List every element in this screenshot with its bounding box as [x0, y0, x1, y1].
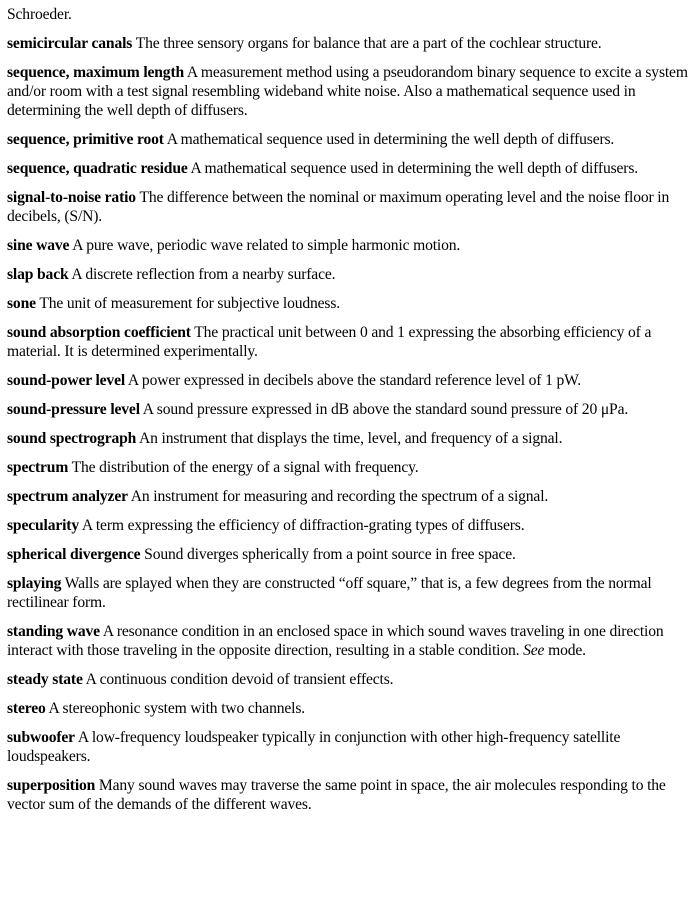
entry-term: splaying [7, 575, 62, 592]
entry-term: spectrum analyzer [7, 488, 128, 505]
entry-definition: Many sound waves may traverse the same point in space, the air molecules responding to the vector sum of the demands of the different waves. [7, 777, 666, 813]
entry-definition: The difference between the nominal or maximum operating level and the noise floor in decibels, (S/N). [7, 189, 670, 225]
glossary-page [7, 5, 691, 824]
glossary-entry [7, 265, 691, 284]
see-reference-label: See [523, 642, 545, 659]
entry-term: slap back [7, 266, 69, 283]
see-reference-target: mode. [548, 642, 586, 659]
entry-definition: A discrete reflection from a nearby surface. [71, 266, 336, 283]
entry-term: steady state [7, 671, 83, 688]
entry-definition: A continuous condition devoid of transient effects. [85, 671, 394, 688]
entry-term: sequence, primitive root [7, 131, 164, 148]
entry-definition: A sound pressure expressed in dB above the standard sound pressure of 20 μPa. [142, 401, 629, 418]
entry-definition: The three sensory organs for balance that are a part of the cochlear structure. [135, 35, 602, 52]
continued-text: Schroeder. [7, 6, 72, 23]
entry-definition: A measurement method using a pseudorandom binary sequence to excite a system and/or room with a test signal resembling wideband white noise. Also a mathematical sequence used in determining the well depth of diffusers. [7, 64, 688, 119]
entry-definition: The unit of measurement for subjective loudness. [39, 295, 341, 312]
glossary-entry [7, 487, 691, 506]
glossary-entry [7, 545, 691, 564]
entry-definition: A pure wave, periodic wave related to simple harmonic motion. [72, 237, 461, 254]
entry-definition: An instrument that displays the time, level, and frequency of a signal. [139, 430, 563, 447]
glossary-entry [7, 400, 691, 419]
entry-term: sequence, quadratic residue [7, 160, 188, 177]
glossary-entry [7, 728, 691, 766]
glossary-entry [7, 574, 691, 612]
entry-term: sine wave [7, 237, 70, 254]
entry-term: subwoofer [7, 729, 75, 746]
entry-definition: Sound diverges spherically from a point source in free space. [144, 546, 516, 563]
glossary-entry [7, 371, 691, 390]
entry-term: sound-pressure level [7, 401, 140, 418]
entry-term: sound-power level [7, 372, 126, 389]
entry-term: sequence, maximum length [7, 64, 185, 81]
glossary-entry [7, 622, 691, 660]
glossary-entry [7, 294, 691, 313]
entry-definition: The distribution of the energy of a signal with frequency. [71, 459, 419, 476]
glossary-entry [7, 776, 691, 814]
entry-definition: An instrument for measuring and recording the spectrum of a signal. [130, 488, 549, 505]
glossary-entry [7, 323, 691, 361]
entry-definition: A mathematical sequence used in determining the well depth of diffusers. [166, 131, 615, 148]
entry-term: sound spectrograph [7, 430, 137, 447]
glossary-entry [7, 130, 691, 149]
entry-definition: Walls are splayed when they are constructed “off square,” that is, a few degrees from the normal rectilinear form. [7, 575, 652, 611]
entry-definition: A resonance condition in an enclosed space in which sound waves traveling in one direction interact with those traveling in the opposite direction, resulting in a stable condition. [7, 623, 664, 659]
entry-term: sound absorption coefficient [7, 324, 191, 341]
entry-definition: The practical unit between 0 and 1 expressing the absorbing efficiency of a material. It is determined experimentally. [7, 324, 652, 360]
entry-term: sone [7, 295, 36, 312]
entry-definition: A stereophonic system with two channels. [48, 700, 305, 717]
entry-definition: A mathematical sequence used in determining the well depth of diffusers. [190, 160, 639, 177]
glossary-entry [7, 429, 691, 448]
entry-term: spherical divergence [7, 546, 141, 563]
entry-term: superposition [7, 777, 96, 794]
glossary-entry [7, 699, 691, 718]
glossary-entry [7, 34, 691, 53]
glossary-entry [7, 516, 691, 535]
entry-definition: A low-frequency loudspeaker typically in conjunction with other high-frequency satellite loudspeakers. [7, 729, 621, 765]
entry-definition: A power expressed in decibels above the standard reference level of 1 pW. [127, 372, 581, 389]
glossary-entry [7, 159, 691, 178]
glossary-entry [7, 63, 691, 120]
glossary-entry [7, 458, 691, 477]
entry-definition: A term expressing the efficiency of diffraction-grating types of diffusers. [81, 517, 525, 534]
glossary-entry [7, 188, 691, 226]
entry-term: standing wave [7, 623, 100, 640]
entry-term: spectrum [7, 459, 69, 476]
entry-term: specularity [7, 517, 79, 534]
glossary-entry [7, 236, 691, 255]
entry-term: stereo [7, 700, 46, 717]
entry-term: signal-to-noise ratio [7, 189, 136, 206]
entry-term: semicircular canals [7, 35, 133, 52]
glossary-entry [7, 670, 691, 689]
